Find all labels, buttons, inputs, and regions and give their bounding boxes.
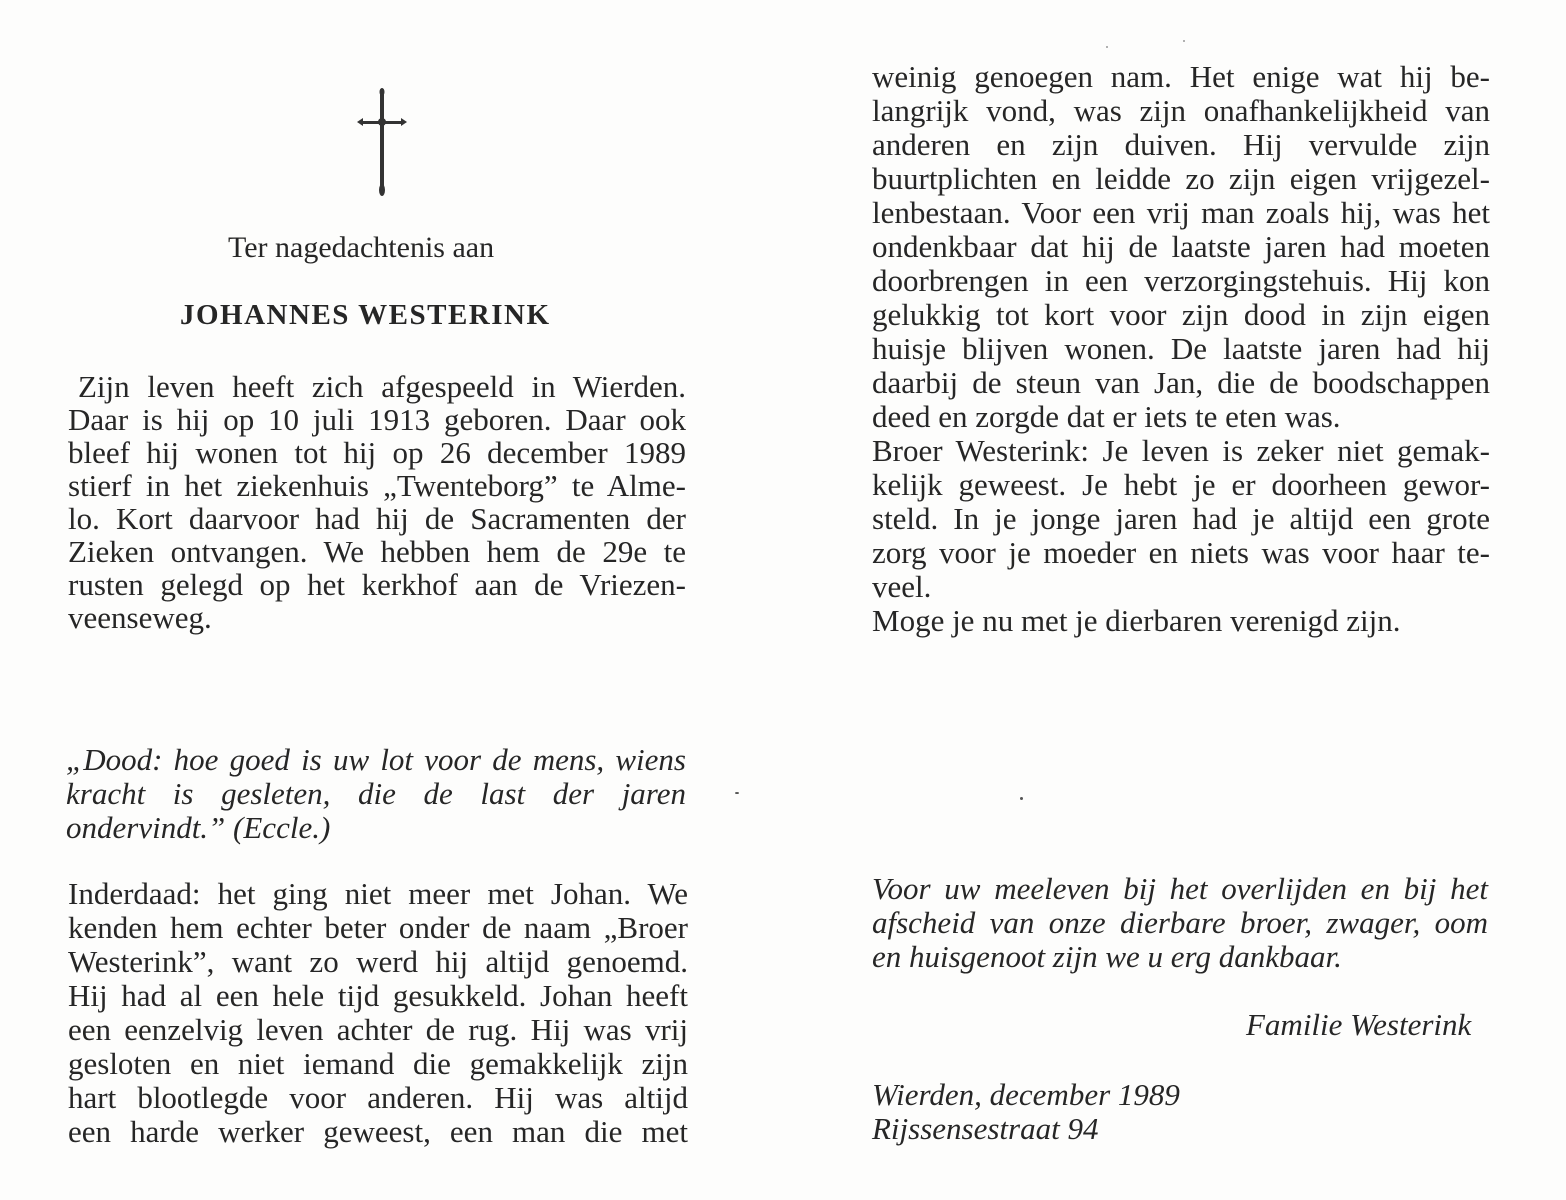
bio-line: Zieken ontvangen. We hebben hem de 29e te: [68, 534, 686, 569]
body-line: langrijk vond, was zijn onafhankelijkheid van: [872, 93, 1490, 128]
bio-line: stierf in het ziekenhuis „Twenteborg” te Almе-: [68, 468, 686, 503]
body-line: gelukkig tot kort voor zijn dood in zijn eigen: [872, 297, 1490, 332]
scan-speck: [1106, 46, 1108, 48]
body-line: lenbestaan. Voor een vrij man zoals hij, was het: [872, 195, 1490, 230]
scan-speck: [1020, 797, 1023, 800]
body-line: een eenzelvig leven achter de rug. Hij was vrij: [68, 1012, 688, 1047]
place-date: Wierden, december 1989: [872, 1077, 1180, 1112]
thanks-line: en huisgenoot zijn we u erg dankbaar.: [872, 939, 1342, 974]
body-line: een harde werker geweest, een man die met: [68, 1114, 688, 1149]
body-line: doorbrengen in een verzorgingstehuis. Hij kon: [872, 263, 1490, 298]
body-line: Hij had al een hele tijd gesukkeld. Johan heeft: [68, 978, 688, 1013]
cross-icon: [353, 86, 411, 198]
body-line: gesloten en niet iemand die gemakkelijk zijn: [68, 1046, 688, 1081]
bio-line: veenseweg.: [68, 600, 212, 635]
body-line: Inderdaad: het ging niet meer met Johan. We: [68, 876, 688, 911]
bio-line: rusten gelegd op het kerkhof aan de Vriezen-: [68, 567, 686, 602]
body-line: steld. In je jonge jaren had je altijd een grote: [872, 501, 1490, 536]
body-line: veel.: [872, 569, 932, 604]
body-line: deed en zorgde dat er iets te eten was.: [872, 399, 1341, 434]
quote-line: „Dood: hoe goed is uw lot voor de mens, wiens: [66, 742, 686, 777]
body-line: kelijk geweest. Je hebt je er doorheen gewor-: [872, 467, 1490, 502]
body-line: anderen en zijn duiven. Hij vervulde zijn: [872, 127, 1490, 162]
bio-line: bleef hij wonen tot hij op 26 december 1989: [68, 435, 686, 470]
body-line: buurtplichten en leidde zo zijn eigen vrijgezel-: [872, 161, 1490, 196]
body-line: hart blootlegde voor anderen. Hij was altijd: [68, 1080, 688, 1115]
scan-speck: [735, 792, 739, 794]
quote-line: ondervindt.” (Eccle.): [66, 810, 331, 845]
bio-line: lo. Kort daarvoor had hij de Sacramenten der: [68, 501, 686, 536]
address: Rijssensestraat 94: [872, 1111, 1099, 1146]
scan-speck: [1183, 40, 1185, 42]
body-line: kenden hem echter beter onder de naam „Broer: [68, 910, 688, 945]
body-line: huisje blijven wonen. De laatste jaren had hij: [872, 331, 1490, 366]
quote-line: kracht is gesleten, die de last der jaren: [66, 776, 686, 811]
thanks-line: Voor uw meeleven bij het overlijden en bij het: [872, 871, 1488, 906]
body-line: Broer Westerink: Je leven is zeker niet gemak-: [872, 433, 1490, 468]
body-line: weinig genoegen nam. Het enige wat hij be-: [872, 59, 1490, 94]
memorial-heading: Ter nagedachtenis aan: [228, 231, 495, 264]
deceased-name: JOHANNES WESTERINK: [180, 299, 551, 331]
family-signature: Familie Westerink: [1246, 1007, 1472, 1042]
bio-line: Daar is hij op 10 juli 1913 geboren. Daar ook: [68, 402, 686, 437]
body-line: ondenkbaar dat hij de laatste jaren had moeten: [872, 229, 1490, 264]
body-line: Moge je nu met je dierbaren verenigd zijn.: [872, 603, 1401, 638]
bio-line: Zijn leven heeft zich afgespeeld in Wierden.: [78, 369, 686, 404]
body-line: daarbij de steun van Jan, die de boodschappen: [872, 365, 1490, 400]
thanks-line: afscheid van onze dierbare broer, zwager, oom: [872, 905, 1488, 940]
body-line: zorg voor je moeder en niets was voor haar te-: [872, 535, 1490, 570]
body-line: Westerink”, want zo werd hij altijd genoemd.: [68, 944, 688, 979]
